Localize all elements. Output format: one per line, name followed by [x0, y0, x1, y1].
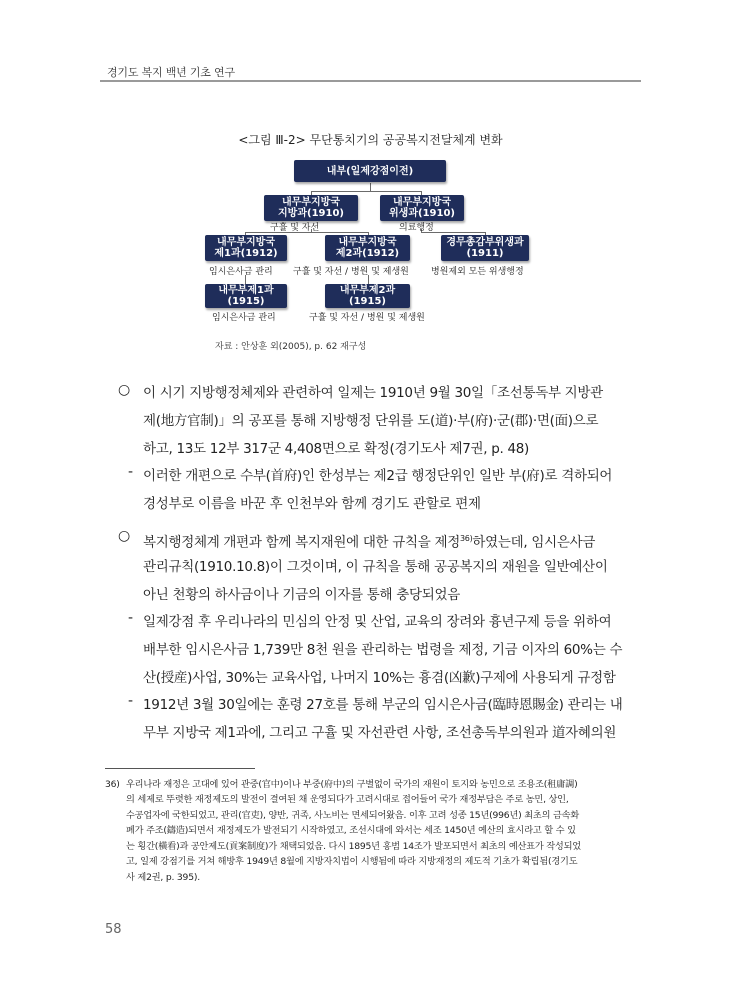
paragraph-line: 하고, 13도 12부 317군 4,408면으로 확정(경기도사 제7권, p. 48)	[143, 441, 530, 457]
node-label: 구휼 및 자선 / 병원 및 제생원	[309, 313, 425, 323]
node-text: (1915)	[227, 296, 265, 307]
footnote-line: 폐가 주조(鑄造)되면서 재정제도가 발전되기 시작하였고, 조선시대에 와서는 세조 1450년 예산의 효시라고 할 수 있	[126, 825, 576, 836]
paragraph-line: 이 시기 지방행정체제와 관련하여 일제는 1910년 9월 30일「조선통독부 지방관	[143, 385, 603, 401]
figure-source: 자료 : 안상훈 외(2005), p. 62 재구성	[215, 342, 367, 352]
dash-bullet-icon: -	[128, 464, 134, 480]
footnote-ref: 36)	[460, 534, 473, 543]
paragraph-line: 이러한 개편으로 수부(首府)인 한성부는 제2급 행정단위인 일반 부(府)로 격하되어	[143, 468, 613, 484]
paragraph-line: 산(授産)사업, 30%는 교육사업, 나머지 10%는 흉겸(凶歉)구제에 사용되게 규정함	[143, 670, 616, 686]
node-text: 내무부지방국	[393, 197, 451, 208]
circle-bullet-icon: ○	[118, 382, 131, 398]
node-text: 제1과(1912)	[214, 248, 278, 259]
footnote-line: 우리나라 재정은 고대에 있어 관중(官中)이나 부중(府中)의 구별없이 국가의 재원이 토지와 농민으로 조용조(租庸調)	[126, 779, 578, 790]
node-text: 위생과(1910)	[389, 208, 455, 219]
paragraph-line: 일제강점 후 우리나라의 민심의 안정 및 산업, 교육의 장려와 흉년구제 등을 위하여	[143, 614, 612, 630]
node-root-text: 내부(일제강점이전)	[326, 165, 414, 177]
footnote-line: 는 횡간(橫看)과 공안제도(貢案制度)가 채택되었음. 다시 1895년 홍범 14조가 발포되면서 최초의 예산표가 작성되었	[126, 841, 581, 852]
node-section1-1915	[205, 284, 287, 308]
node-section2-1912	[325, 235, 410, 261]
node-root	[294, 160, 446, 182]
dash-bullet-icon: -	[128, 693, 134, 709]
node-label: 구휼 및 자선 / 병원 및 제생원	[293, 267, 409, 277]
node-text: (1915)	[349, 296, 386, 307]
footnote-line: 고, 일제 강점기를 거쳐 해방후 1949년 8월에 지방자치법이 시행됨에 따라 지방재정의 제도적 기초가 확립됨(경기도	[126, 856, 578, 867]
node-text: 내무부제2과	[339, 285, 396, 296]
paragraph-text: 복지행정체계 개편과 함께 복지재원에 대한 규칙을 제정	[143, 534, 460, 551]
circle-bullet-icon: ○	[118, 528, 131, 544]
footnote-line: 의 세제로 뚜렷한 재정제도의 발전이 결여된 채 운영되다가 고려시대로 접어들어 국가 재정부담은 주로 농민, 상인,	[126, 794, 569, 805]
node-text: 내무부제1과	[218, 285, 274, 296]
paragraph-line: 제(地方官制)」의 공포를 통해 지방행정 단위를 도(道)·부(府)·군(郡)·면(面)으로	[143, 413, 599, 429]
running-head: 경기도 복지 백년 기초 연구	[107, 66, 235, 79]
org-chart	[0, 0, 741, 360]
connector	[370, 183, 371, 191]
footnote-line: 수공업자에 국한되었고, 관리(官吏), 양반, 귀족, 사노비는 면세되어왔음. 이후 고려 성종 15년(996년) 최초의 금속화	[126, 810, 579, 821]
node-police-hygiene-1911	[441, 235, 529, 261]
paragraph-line: 1912년 3월 30일에는 훈령 27호를 통해 부군의 임시은사금(臨時恩賜金) 관리는 내	[143, 697, 623, 713]
figure-caption: <그림 Ⅲ-2> 무단통치기의 공공복지전달체계 변화	[238, 133, 503, 147]
node-label: 임시은사금 관리	[212, 313, 276, 323]
node-text: 내무부지방국	[217, 237, 275, 248]
node-hygiene-1910	[380, 195, 464, 221]
node-text: (1911)	[466, 248, 504, 259]
node-label: 임시은사금 관리	[209, 267, 273, 277]
paragraph-line	[143, 525, 595, 557]
paragraph-line: 경성부로 이름을 바꾼 후 인천부와 함께 경기도 관할로 편제	[143, 496, 481, 512]
connector	[311, 191, 422, 192]
footnote-number: 36)	[105, 779, 120, 790]
node-section2-1915	[325, 284, 410, 308]
node-local-affairs-1910	[264, 195, 358, 221]
node-text: 경무총감부위생과	[446, 237, 524, 248]
dash-bullet-icon: -	[128, 610, 134, 626]
node-label: 병원제외 모든 위생행정	[431, 267, 524, 277]
paragraph-line: 관리규칙(1910.10.8)이 그것이며, 이 규칙을 통해 공공복지의 재원을 일반예산이	[143, 559, 608, 575]
node-label: 의료행정	[399, 223, 434, 233]
paragraph-text: 하였는데, 임시은사금	[472, 534, 596, 551]
paragraph-line: 무부 지방국 제1과에, 그리고 구휼 및 자선관련 사항, 조선총독부의원과 道자혜의원	[143, 725, 617, 741]
paragraph-line: 배부한 임시은사금 1,739만 8천 원을 관리하는 법령을 제정, 기금 이자의 60%는 수	[143, 642, 623, 658]
node-label: 구휼 및 자선	[270, 223, 320, 233]
page-number: 58	[105, 922, 122, 937]
node-text: 내무부지방국	[282, 197, 340, 208]
footnote-line: 사 제2권, p. 395).	[126, 872, 200, 883]
node-text: 제2과(1912)	[335, 248, 400, 259]
node-text: 지방과(1910)	[278, 208, 344, 219]
paragraph-line: 아닌 천황의 하사금이나 기금의 이자를 통해 충당되었음	[143, 587, 460, 603]
node-text: 내무부지방국	[338, 237, 397, 248]
node-section1-1912	[205, 235, 287, 261]
footnote-rule	[105, 768, 255, 769]
